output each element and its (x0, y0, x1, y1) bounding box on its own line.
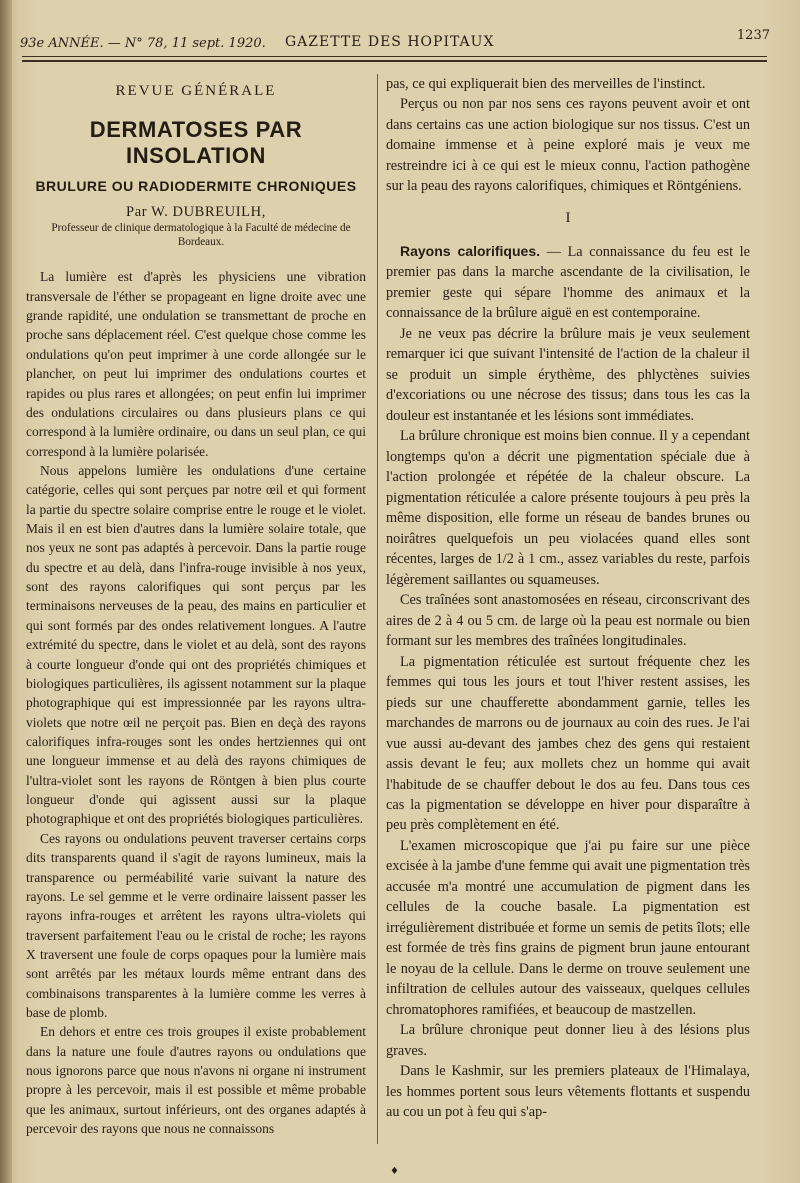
right-column (386, 74, 750, 1123)
paragraph: En dehors et entre ces trois groupes il existe probablement dans la nature une foule d'autres rayons ou ondulations que nous ignorons parce que nous n'avons ni organe ni instrument propre à les percevoir, mais il est possible et même probable que les animaux, surtout inférieurs, ont des organes adaptés à percevoir des rayons que nous ne connaissons (26, 1024, 366, 1137)
paragraph: L'examen microscopique que j'ai pu faire sur une pièce excisée à la jambe d'une femme qui avait une pigmentation très accusée m'a montré une accumulation de pigment dans les cellules de la couche basale. La pigmentation est irrégulièrement distribuée et forme un semis de petits îlots; elle est formée de très fins grains de pigment brun jaune entourant le noyau de la cellule. Dans le derme on trouve seulement une infiltration de cellules autour des vaisseaux, quelques cellules chromatophores ramifiées, et beaucoup de mastzellen. (386, 837, 750, 1018)
paragraph: Ces traînées sont anastomosées en réseau, circonscrivant des aires de 2 à 4 ou 5 cm. de large où la peau est normale ou bien formant sur les membres des traînées longitudinales. (386, 592, 750, 650)
footer-ornament: ♦ (390, 1166, 399, 1177)
left-column (26, 74, 366, 1139)
paragraph: La pigmentation réticulée est surtout fréquente chez les femmes qui tous les jours et tout l'hiver restent assises, les pieds sur une chaufferette abondamment garnie, telles les marchandes de marrons ou de journaux au coin des rues. Je l'ai vue aussi au-devant des jambes chez des gens qui restaient assis devant le feu; aux mollets chez un homme qui avait l'habitude de se chauffer debout le dos au feu. Dans tous ces cas la pigmentation se développe en hiver pour disparaître à peu près complètement en été. (386, 653, 750, 834)
paragraph: La lumière est d'après les physiciens une vibration transversale de l'éther se propageant en ligne droite avec une grande rapidité, une ondulation se transmettant de proche en proche sans déplacement réel. C'est quelque chose comme les ondulations qu'on peut imprimer à une corde allongée sur le plancher, on peut lui imprimer des ondulations courtes et rapides ou plus rares et allongées; on peut enfin lui imprimer des ondulations circulaires ou dans plusieurs plans ce qui correspond à la lumière ordinaire, ou dans un seul plan, ce qui correspond à la lumière polarisée. (26, 269, 366, 459)
paragraph: Ces rayons ou ondulations peuvent traverser certains corps dits transparents quand il s'agit de rayons lumineux, mais la transparence ou perméabilité varie suivant la nature des rayons. Le sel gemme et le verre ordinaire laissent passer les rayons infra-rouges et arrêtent les rayons ultra-violets qui traversent parfaitement l'eau ou le cristal de roche; les rayons X traversent une foule de corps opaques pour la lumière mais sont arrêtés par les métaux lourds même entrant dans des combinaisons transparentes à la lumière comme les verres à base de plomb. (26, 830, 366, 1021)
issue-info: 93e ANNÉE. — N° 78, 11 sept. 1920. (20, 36, 266, 51)
article-subtitle: BRULURE OU RADIODERMITE CHRONIQUES (35, 178, 357, 195)
section-number: I (565, 209, 571, 226)
page-binding-shadow (0, 0, 12, 1183)
paragraph: Nous appelons lumière les ondulations d'une certaine catégorie, celles qui sont perçues par notre œil et qui forment la partie du spectre solaire comprise entre le rouge et le violet. Mais il en est bien d'autres dans la lumière solaire totale, que nos yeux ne sont pas adaptés à percevoir. Dans la partie rouge du spectre et au delà, dans l'infra-rouge invisible à nos yeux, sont des rayons calorifiques qui sont perçus par les terminaisons nerveuses de la peau, des mains en particulier et qui sont formés par des ondes relativement longues. A l'autre extrémité du spectre, dans le violet et au delà, sont des rayons à courte longueur d'onde qui ont des propriétés chimiques et biologiques particulières, ils agissent notamment sur la plaque photographique qui est impressionnée par les rayons ultra-violets que notre œil ne perçoit pas. Bien en deçà des rayons calorifiques infra-rouges sont les ondes hertziennes qui ont une longueur immense et au delà des rayons chimiques de l'ultra-violet sont les rayons de Röntgen à bien plus courte longueur d'onde qui agissent aussi sur la plaque photographique et ont des propriétés biologiques particulières. (26, 462, 366, 827)
section-label: REVUE GÉNÉRALE (115, 83, 277, 99)
paragraph: Dans le Kashmir, sur les premiers plateaux de l'Himalaya, les hommes portent sous leurs vêtements flottants et suspendu au cou un pot à feu qui s'ap- (386, 1063, 750, 1121)
running-header (20, 28, 770, 56)
section-lead: — La connaissance du feu est le premier pas dans la marche ascendante de la civilisation, le premier geste qui sépare l'homme des animaux et la connaissance de la brûlure aiguë en est contemporaine. (386, 243, 750, 322)
header-rule-thick (22, 60, 767, 62)
article-author: Par W. DUBREUILH, (126, 204, 266, 221)
article-title: DERMATOSES PAR INSOLATION (89, 117, 303, 169)
journal-title: GAZETTE DES HOPITAUX (285, 34, 495, 50)
paragraph: Je ne veux pas décrire la brûlure mais je veux seulement remarquer ici que suivant l'intensité de l'action de la chaleur il se produit un simple érythème, des phlyctènes suivies d'excoriations ou une nécrose des tissus; dans tous les cas la douleur est instantanée et les lésions sont immédiates. (386, 325, 750, 424)
author-affiliation: Professeur de clinique dermatologique à la Faculté de médecine de Bordeaux. (51, 222, 351, 249)
page-number: 1237 (736, 28, 770, 43)
section-heading: Rayons calorifiques. (400, 242, 540, 259)
paragraph-continuation: pas, ce qui expliquerait bien des merveilles de l'instinct. (386, 76, 706, 92)
paragraph: La brûlure chronique est moins bien connue. Il y a cependant longtemps qu'on a décrit une pigmentation spéciale due à l'action prolongée et répétée de la chaleur obscure. La pigmentation réticulée a calore présente toujours à peu près la même disposition, elle forme un réseau de bandes brunes ou noirâtres quelquefois un peu violacées quand elles sont récentes, larges de 1/2 à 1 cm., assez variables du reste, parfois légèrement saillantes ou squameuses. (386, 428, 750, 588)
column-divider (377, 74, 378, 1144)
header-rule-thin (22, 56, 767, 57)
section-paragraph (386, 241, 750, 324)
paragraph: La brûlure chronique peut donner lieu à des lésions plus graves. (386, 1022, 750, 1059)
paragraph: Perçus ou non par nos sens ces rayons peuvent avoir et ont dans certains cas une action biologique sur nos tissus. C'est un domaine immense et à peine exploré mais je veux me restreindre ici à ce qui est le mieux connu, l'action pathogène sur la peau des rayons calorifiques, chimiques et Röntgéniens. (386, 96, 750, 195)
